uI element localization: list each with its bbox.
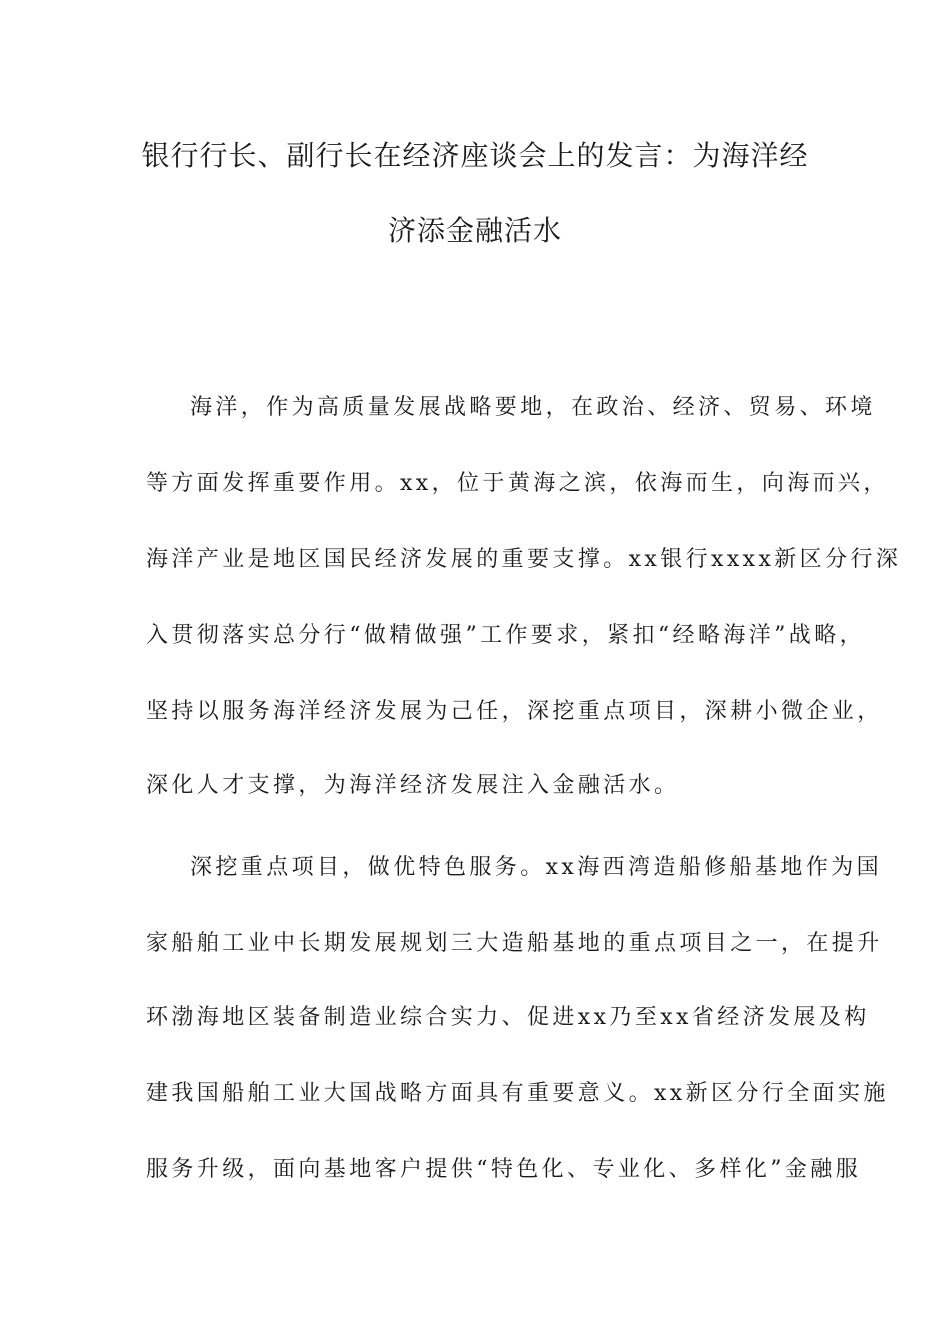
document-title-line-2: 济添金融活水 (387, 214, 562, 247)
document-title-line-1: 银行行长、副行长在经济座谈会上的发言：为海洋经 (141, 139, 809, 172)
paragraph-line: 入贯彻落实总分行“做精做强”工作要求，紧扣“经略海洋”战略， (146, 623, 865, 648)
paragraph-line: 服务升级，面向基地客户提供“特色化、专业化、多样化”金融服 (146, 1157, 862, 1182)
paragraph-line: 等方面发挥重要作用。xx，位于黄海之滨，依海而生，向海而兴， (146, 471, 889, 496)
paragraph-line: 坚持以服务海洋经济发展为己任，深挖重点项目，深耕小微企业， (146, 699, 883, 724)
paragraph-line: 海洋产业是地区国民经济发展的重要支撑。xx银行xxxx新区分行深 (146, 547, 902, 572)
paragraph-line: 建我国船舶工业大国战略方面具有重要意义。xx新区分行全面实施 (146, 1081, 889, 1106)
paragraph-line: 深挖重点项目，做优特色服务。xx海西湾造船修船基地作为国 (190, 855, 883, 880)
paragraph-line: 海洋，作为高质量发展战略要地，在政治、经济、贸易、环境 (190, 395, 876, 420)
paragraph-line: 环渤海地区装备制造业综合实力、促进xx乃至xx省经济发展及构 (146, 1005, 870, 1030)
paragraph-line: 家船舶工业中长期发展规划三大造船基地的重点项目之一，在提升 (146, 931, 883, 956)
paragraph-line: 深化人才支撑，为海洋经济发展注入金融活水。 (146, 773, 680, 798)
